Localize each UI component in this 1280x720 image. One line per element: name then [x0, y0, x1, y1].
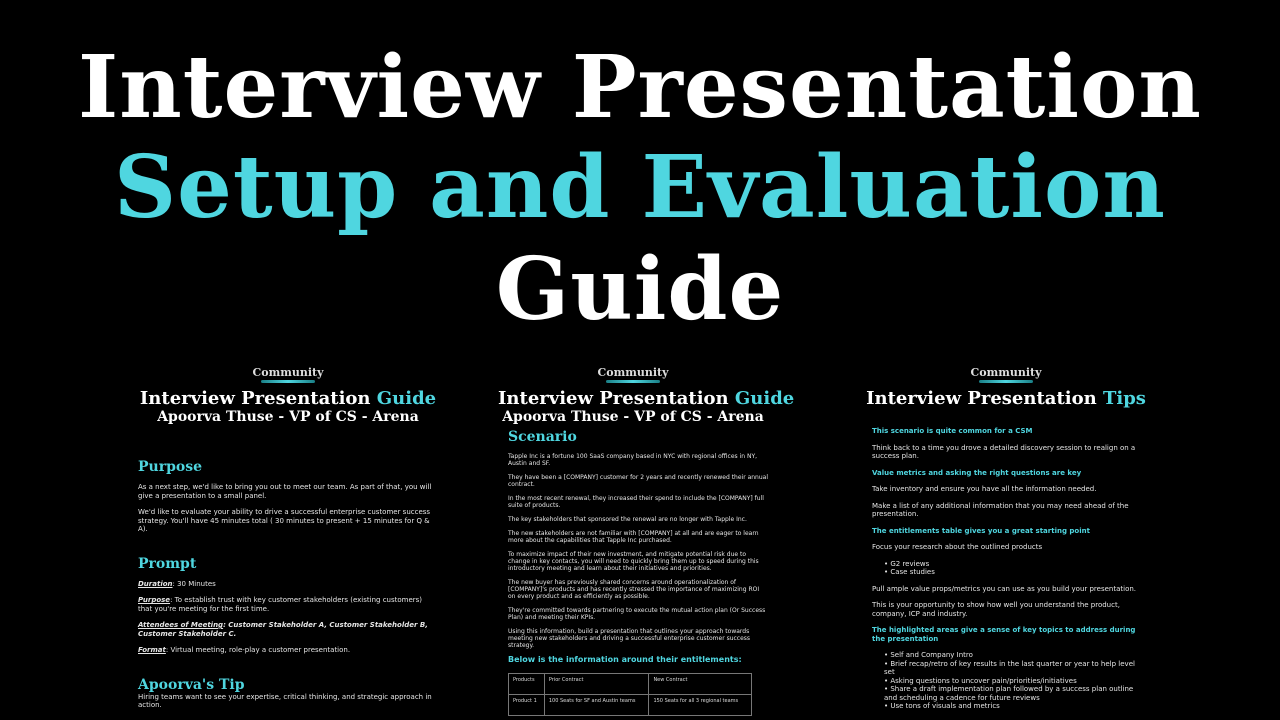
format-value: : Virtual meeting, role-play a customer presentation.	[165, 646, 351, 654]
prompt-format	[138, 646, 438, 655]
doc-title-main: Interview Presentation	[139, 388, 377, 409]
tips-body	[866, 427, 1146, 711]
table-row	[509, 694, 752, 715]
doc-title	[866, 389, 1146, 409]
table-header-cell: New Contract	[649, 673, 752, 694]
doc-subtitle: Apoorva Thuse - VP of CS - Arena	[502, 409, 764, 425]
bullet-list	[872, 560, 1146, 577]
table-header-row	[509, 673, 752, 694]
scenario-paragraph: Tapple Inc is a fortune 100 SaaS company based in NYC with regional offices in NY, Austin and SF.	[508, 453, 758, 467]
tip-highlight: Value metrics and asking the right questions are key	[872, 468, 1082, 477]
list-item: • Self and Company Intro	[884, 651, 1146, 660]
tip-paragraph: Pull ample value props/metrics you can use as you build your presentation.	[872, 584, 1137, 593]
purpose-paragraph-2: We'd like to evaluate your ability to drive a successful enterprise customer success strategy. You'll have 45 minutes total ( 30 minutes to present + 15 minutes for Q & A).	[138, 508, 431, 533]
scenario-paragraph: Using this information, build a presentation that outlines your approach towards meeting new stakeholders and driving a successful enterprise customer success strategy.	[508, 628, 751, 649]
entitlements-table	[508, 673, 752, 716]
doc-preview-scenario	[498, 366, 795, 720]
doc-title	[138, 389, 438, 409]
scenario-paragraph: They're committed towards partnering to execute the mutual action plan (Or Success Plan) and meeting their KPIs.	[508, 607, 766, 621]
table-cell: 150 Seats for all 3 regional teams	[649, 694, 752, 715]
prompt-attendees	[138, 621, 438, 638]
list-item: • G2 reviews	[884, 560, 1146, 569]
scenario-paragraph: The new buyer has previously shared concerns around operationalization of [COMPANY]'s products and has recently stressed the importance of maximizing ROI on every product and as efficiently as possible.	[508, 579, 760, 600]
table-cell: 100 Seats for SF and Austin teams	[544, 694, 649, 715]
tip-highlight: The entitlements table gives you a great starting point	[872, 526, 1090, 535]
prompt-duration	[138, 580, 438, 589]
scenario-heading: Scenario	[508, 429, 577, 445]
doc-preview-tips	[866, 366, 1146, 720]
list-item: • Asking questions to uncover pain/priorities/initiatives	[884, 677, 1146, 686]
doc-title-main: Interview Presentation	[498, 388, 735, 409]
bullet-list	[872, 651, 1146, 711]
scenario-paragraphs	[498, 453, 768, 649]
tip-paragraph: Focus your research about the outlined products	[872, 543, 1043, 551]
tip-paragraph: Think back to a time you drove a detailed discovery session to realign on a success plan.	[872, 443, 1136, 460]
doc-title	[498, 388, 795, 409]
community-logo: Community	[970, 366, 1042, 379]
table-header-cell: Prior Contract	[544, 673, 649, 694]
scenario-paragraph: In the most recent renewal, they increased their spend to include the [COMPANY] full suite of products.	[508, 495, 764, 509]
list-item: • Brief recap/retro of key results in the last quarter or year to help level set	[884, 660, 1146, 677]
purpose-value: : To establish trust with key customer stakeholders (existing customers) that you're meeting for the first time.	[138, 596, 423, 613]
doc-title-accent: Guide	[734, 388, 795, 409]
tip-paragraph: Make a list of any additional information that you may need ahead of the presentation.	[872, 501, 1129, 518]
prompt-purpose	[138, 596, 438, 613]
scenario-paragraph: The key stakeholders that sponsored the renewal are no longer with Tapple Inc.	[508, 516, 747, 523]
tip-text: Hiring teams want to see your expertise, critical thinking, and strategic approach in action.	[138, 692, 432, 709]
duration-label: Duration	[138, 579, 173, 588]
community-logo: Community	[597, 366, 669, 379]
doc-title-accent: Guide	[376, 388, 437, 409]
headline-line-1: Interview Presentation	[78, 37, 1202, 138]
list-item: • Share a draft implementation plan followed by a success plan outline and scheduling a cadence for future reviews	[884, 685, 1146, 702]
tip-heading: Apoorva's Tip	[138, 676, 245, 693]
purpose-paragraph-1: As a next step, we'd like to bring you out to meet our team. As part of that, you will give a presentation to a small panel.	[138, 483, 432, 500]
format-label: Format	[138, 646, 166, 654]
community-logo: Community	[252, 366, 324, 379]
tip-paragraph: Take inventory and ensure you have all the information needed.	[872, 485, 1097, 493]
attendees-label: Attendees of Meeting	[138, 621, 224, 629]
tip-highlight: This scenario is quite common for a CSM	[872, 427, 1033, 435]
doc-title-accent: Tips	[1102, 388, 1146, 409]
scenario-paragraph: To maximize impact of their new investment, and mitigate potential risk due to change in key contacts, you will need to quickly bring them up to speed during this introductory meeting and learn about their initiatives and priorities.	[508, 551, 759, 572]
logo-underline	[261, 380, 315, 383]
prompt-heading: Prompt	[138, 555, 197, 572]
table-header-cell: Products	[509, 673, 545, 694]
list-item: • Case studies	[884, 568, 1146, 577]
headline-line-2: Setup and Evaluation	[114, 137, 1166, 238]
doc-subtitle: Apoorva Thuse - VP of CS - Arena	[157, 409, 419, 425]
tip-highlight: The highlighted areas give a sense of key topics to address during the presentation	[872, 626, 1136, 643]
scenario-paragraph: They have been a [COMPANY] customer for 2 years and recently renewed their annual contract.	[508, 474, 769, 488]
purpose-label: Purpose	[138, 596, 171, 604]
logo-underline	[979, 380, 1033, 383]
list-item: • Use tons of visuals and metrics	[884, 702, 1146, 711]
entitlements-heading: Below is the information around their entitlements:	[508, 655, 742, 664]
doc-title-main: Interview Presentation	[866, 388, 1103, 409]
scenario-paragraph: The new stakeholders are not familiar with [COMPANY] at all and are eager to learn more about the capabilities that Tapple Inc purchased.	[508, 530, 759, 544]
logo-underline	[606, 380, 660, 383]
attendees-value: : Customer Stakeholder A, Customer Stakeholder B, Customer Stakeholder C.	[138, 621, 428, 638]
doc-preview-purpose	[138, 366, 438, 720]
table-cell: Product 1	[509, 694, 545, 715]
purpose-heading: Purpose	[138, 459, 202, 475]
tip-paragraph: This is your opportunity to show how well you understand the product, company, ICP and industry.	[872, 601, 1120, 618]
headline-line-3: Guide	[495, 239, 785, 340]
duration-value: : 30 Minutes	[172, 579, 216, 588]
